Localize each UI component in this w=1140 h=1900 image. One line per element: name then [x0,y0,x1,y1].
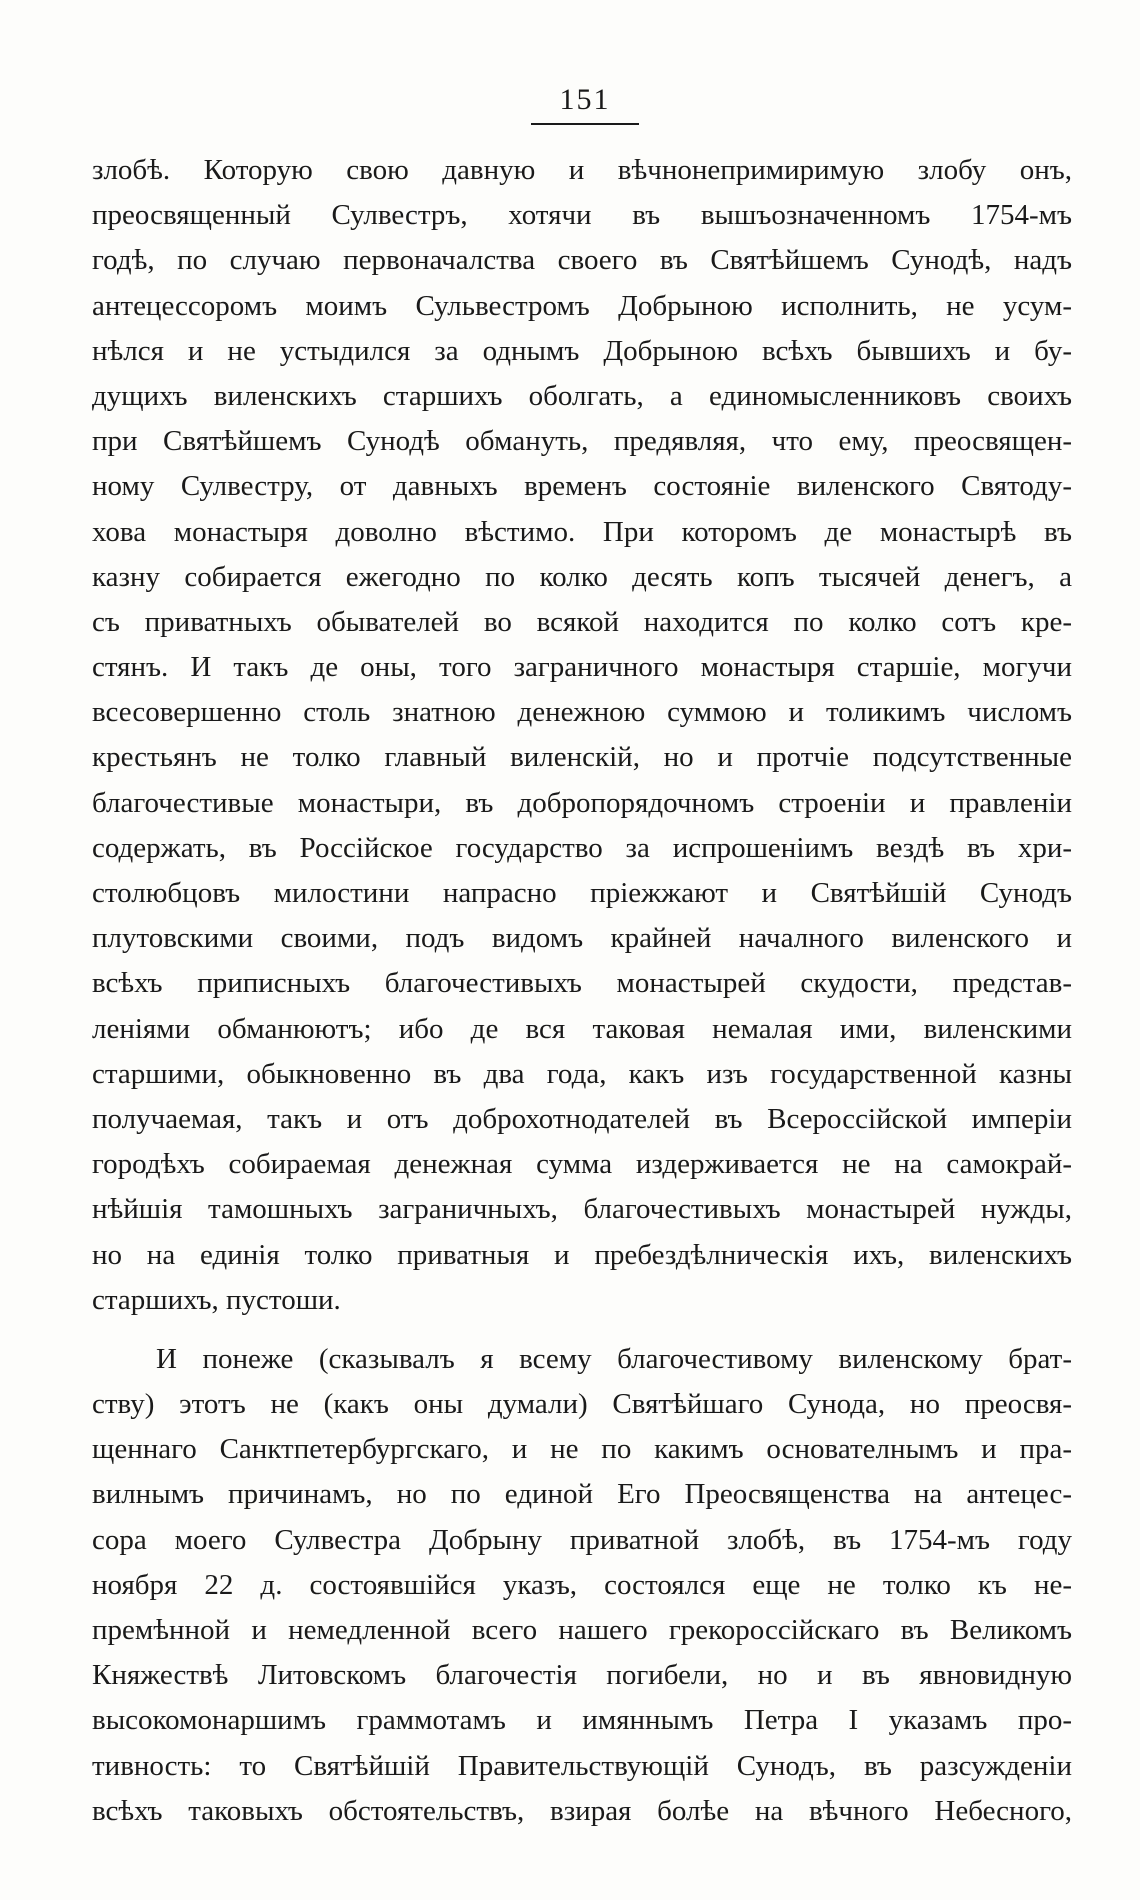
text-line: столюбцовъ милостини напрасно пріежжают и Святѣйшій Сунодъ [92,877,1072,909]
text-line: И понеже (сказывалъ я всему благочестивому виленскому брат- [156,1342,1072,1375]
text-line: тивность: то Святѣйшій Правительствующій Сунодъ, въ разсужденіи [92,1749,1072,1782]
text-line: ству) этотъ не (какъ оны думали) Святѣйшаго Сунода, но преосвя- [92,1388,1072,1421]
text-line: всѣхъ приписныхъ благочестивыхъ монастырей скудости, представ- [92,967,1072,1000]
text-line: высокомонаршимъ граммотамъ и имяннымъ Петра I указамъ про- [92,1704,1072,1737]
text-line: дущихъ виленскихъ старшихъ оболгать, а единомысленниковъ своихъ [92,379,1072,412]
text-line: но на единія толко приватныя и пребездѣлническія ихъ, виленскихъ [92,1238,1072,1271]
text-line: всесовершенно столь знатною денежною суммою и толикимъ числомъ [92,696,1072,729]
text-line: казну собирается ежегодно по колко десять копъ тысячей денегъ, а [92,560,1072,593]
text-line: содержать, въ Россійское государство за испрошеніимъ вездѣ въ хри- [92,831,1072,864]
text-line: благочестивые монастыри, въ добропорядочномъ строеніи и правленіи [92,786,1072,819]
text-line: злобѣ. Которую свою давную и вѣчнонепримиримую злобу онъ, [92,154,1072,186]
text-line: леніями обманюютъ; ибо де вся таковая немалая ими, виленскими [92,1012,1072,1045]
paragraph-2 [92,1337,1072,1834]
text-line: крестьянъ не толко главный виленскій, но и протчіе подсутственные [92,741,1072,774]
text-line: вилнымъ причинамъ, но по единой Его Преосвященства на антецес- [92,1478,1072,1511]
text-line: съ приватныхъ обывателей во всякой находится по колко сотъ кре- [92,605,1072,638]
text-line: при Святѣйшемъ Сунодѣ обмануть, предявляя, что ему, преосвящен- [92,425,1072,458]
text-line: Княжествѣ Литовскомъ благочестія погибели, но и въ явновидную [92,1659,1072,1692]
paragraph-gap [92,1323,1072,1337]
text-line: премѣнной и немедленной всего нашего грекороссійскаго въ Великомъ [92,1614,1072,1646]
text-line: нѣлся и не устыдился за однымъ Добрыною всѣхъ бывшихъ и бу- [92,334,1072,367]
text-line: городѣхъ собираемая денежная сумма издерживается не на самокрай- [92,1148,1072,1181]
text-line: стянъ. И такъ де оны, того заграничного монастыря старшіе, могучи [92,651,1072,684]
text-line: получаемая, такъ и отъ доброхотнодателей въ Всероссійской имперіи [92,1102,1072,1135]
page-number-rule [531,123,639,125]
text-line: всѣхъ таковыхъ обстоятельствъ, взирая болѣе на вѣчного Небесного, [92,1794,1072,1827]
text-line: антецессоромъ моимъ Сульвестромъ Добрыною исполнить, не усум- [92,289,1072,322]
text-line: старшихъ, пустоши. [92,1283,341,1316]
text-line: ному Сулвестру, от давныхъ временъ состояніе виленского Святоду- [92,470,1072,503]
text-line: нѣйшія тамошныхъ заграничныхъ, благочестивыхъ монастырей нужды, [92,1193,1072,1226]
text-line: плутовскими своими, подъ видомъ крайней началного виленского и [92,922,1072,955]
text-line: щеннаго Санктпетербургскаго, и не по какимъ основателнымъ и пра- [92,1433,1072,1466]
text-line: хова монастыря доволно вѣстимо. При которомъ де монастырѣ въ [92,515,1072,548]
paragraph-1 [92,148,1072,1323]
text-line: сора моего Сулвестра Добрыну приватной злобѣ, въ 1754-мъ году [92,1523,1072,1556]
text-line: годѣ, по случаю первоначалства своего въ Святѣйшемъ Сунодѣ, надъ [92,244,1072,277]
text-line: старшими, обыкновенно въ два года, какъ изъ государственной казны [92,1057,1072,1090]
page-number: 151 [559,83,611,116]
text-line: преосвященный Сулвестръ, хотячи въ вышъозначенномъ 1754-мъ [92,199,1072,232]
text-line: ноября 22 д. состоявшійся указъ, состоялся еще не толко къ не- [92,1568,1072,1601]
body-text [92,148,1072,1834]
